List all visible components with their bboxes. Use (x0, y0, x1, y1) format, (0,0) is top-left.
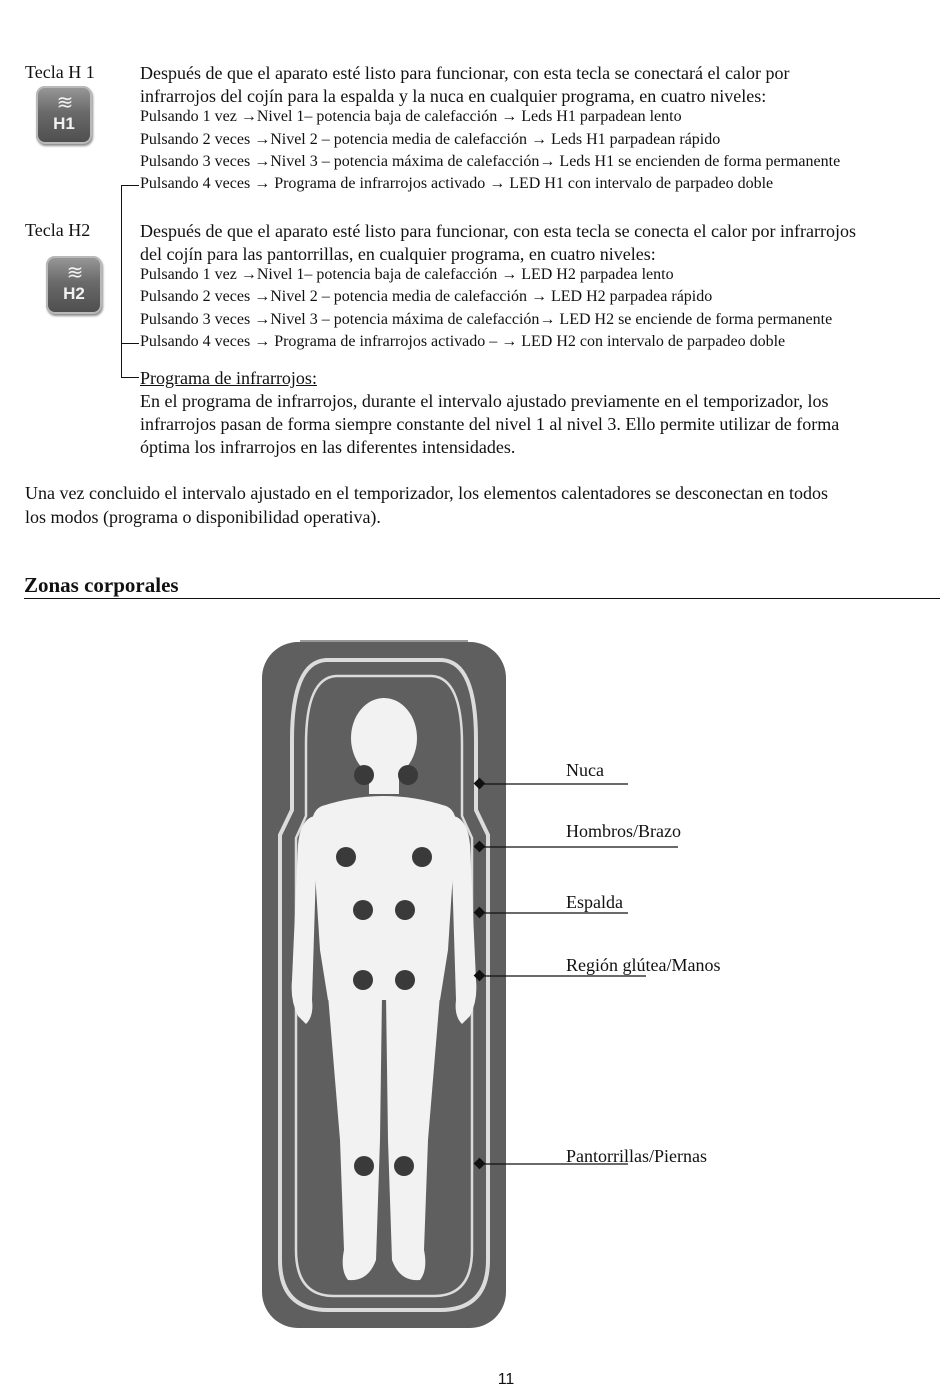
key-h1-description-2: infrarrojos del cojín para la espalda y la nuca en cualquier programa, en cuatro niveles: (140, 86, 767, 106)
h1-key-icon-label: H1 (53, 114, 75, 133)
bracket-line (121, 185, 122, 377)
zone-label-espalda: Espalda (566, 892, 623, 912)
key-h2-description-2: del cojín para las pantorrillas, en cualquier programa, en cuatro niveles: (140, 244, 656, 264)
bracket-tick-h2 (121, 343, 139, 344)
key-h2-label: Tecla H2 (25, 220, 91, 240)
infrared-program-title: Programa de infrarrojos: (140, 368, 317, 388)
zone-label-hombros: Hombros/Brazo (566, 821, 681, 841)
infrared-program-line-1: En el programa de infrarrojos, durante el intervalo ajustado previamente en el temporizador, los (140, 391, 829, 411)
heading-rule (24, 598, 940, 599)
figure-torso (312, 796, 456, 1000)
key-h1-description-1: Después de que el aparato esté listo para funcionar, con esta tecla se conectará el calor por (140, 63, 790, 83)
zone-label-gluteal: Región glútea/Manos (566, 955, 721, 975)
infrared-program-line-2: infrarrojos pasan de forma siempre constante del nivel 1 al nivel 3. Ello permite utilizar de forma (140, 414, 840, 434)
heat-point-shoulder-right (412, 847, 432, 867)
massage-mat-figure (240, 620, 760, 1340)
h2-key-icon (46, 256, 102, 314)
h2-key-icon-label: H2 (63, 284, 85, 303)
key-h1-press-3: Pulsando 3 veces →Nivel 3 – potencia máxima de calefacción→ Leds H1 se encienden de forma permanente (140, 153, 841, 170)
bracket-tick-program (121, 377, 139, 378)
key-h2-press-1: Pulsando 1 vez →Nivel 1– potencia baja de calefacción → LED H2 parpadea lento (140, 266, 674, 283)
key-h2-press-4: Pulsando 4 veces → Programa de infrarrojos activado – → LED H2 con intervalo de parpadeo doble (140, 333, 786, 350)
h1-key-icon (36, 86, 92, 144)
key-h1-press-1: Pulsando 1 vez →Nivel 1– potencia baja de calefacción → Leds H1 parpadean lento (140, 108, 682, 125)
heat-point-neck-right (398, 765, 418, 785)
zone-label-nuca: Nuca (566, 760, 604, 780)
key-h1-press-2: Pulsando 2 veces →Nivel 2 – potencia media de calefacción → Leds H1 parpadean rápido (140, 131, 721, 148)
heat-point-back-left (353, 900, 373, 920)
bracket-tick-h1 (121, 185, 139, 186)
key-h1-press-4: Pulsando 4 veces → Programa de infrarrojos activado → LED H1 con intervalo de parpadeo doble (140, 175, 774, 192)
timer-note-line-1: Una vez concluido el intervalo ajustado en el temporizador, los elementos calentadores se desconectan en todos (25, 483, 828, 503)
heat-point-gluteal-left (353, 970, 373, 990)
heat-point-calf-left (354, 1156, 374, 1176)
heat-point-back-right (395, 900, 415, 920)
heat-point-gluteal-right (395, 970, 415, 990)
key-h2-press-2: Pulsando 2 veces →Nivel 2 – potencia media de calefacción → LED H2 parpadea rápido (140, 288, 713, 305)
heat-point-shoulder-left (336, 847, 356, 867)
key-h2-press-3: Pulsando 3 veces →Nivel 3 – potencia máxima de calefacción→ LED H2 se enciende de forma permanente (140, 311, 833, 328)
heat-point-calf-right (394, 1156, 414, 1176)
timer-note-line-2: los modos (programa o disponibilidad operativa). (25, 507, 381, 527)
infrared-program-line-3: óptima los infrarrojos en las diferentes intensidades. (140, 437, 516, 457)
page-number: 11 (497, 1371, 515, 1388)
key-h1-label: Tecla H 1 (25, 62, 95, 82)
section-heading: Zonas corporales (24, 573, 179, 597)
zone-label-pantorrillas: Pantorrillas/Piernas (566, 1146, 707, 1166)
key-h2-description-1: Después de que el aparato esté listo para funcionar, con esta tecla se conecta el calor por infrarrojos (140, 221, 856, 241)
heat-waves-icon: ≋ (56, 92, 72, 114)
heat-point-neck-left (354, 765, 374, 785)
heat-waves-icon: ≋ (66, 262, 82, 284)
